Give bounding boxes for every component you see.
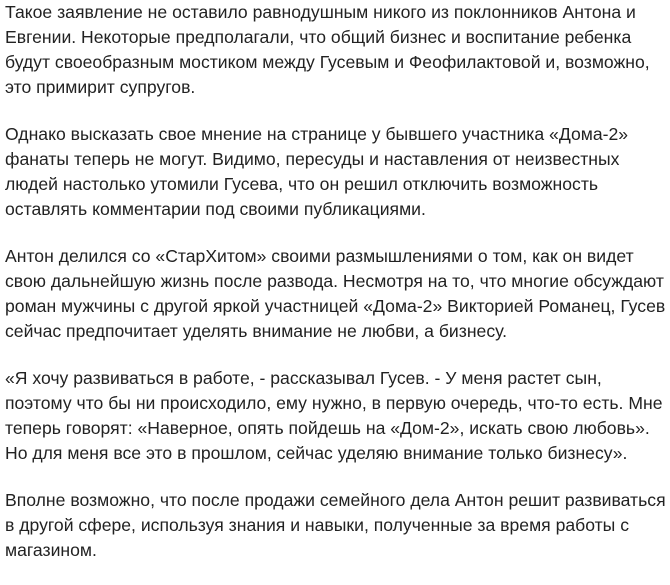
paragraph-1: Такое заявление не оставило равнодушным никого из поклонников Антона и Евгении. Некоторые предполагали, что общий бизнес и воспитание ребенка будут своеобразным мостиком между Гусевым и Феофилактовой и, возможно, это примирит супругов.	[5, 2, 650, 97]
paragraph-2: Однако высказать свое мнение на странице у бывшего участника «Дома-2» фанаты теперь не могут. Видимо, пересуды и наставления от неизвестных людей настолько утомили Гусева, что он решил отключить возможность оставлять комментарии под своими публикациями.	[5, 124, 629, 219]
paragraph-5: Вполне возможно, что после продажи семейного дела Антон решит развиваться в другой сфере, используя знания и навыки, полученные за время работы с магазином.	[5, 490, 666, 560]
paragraph-3: Антон делился со «СтарХитом» своими размышлениями о том, как он видет свою дальнейшую жизнь после развода. Несмотря на то, что многие обсуждают роман мужчины с другой яркой участницей «Дома-2» Викторией Романец, Гусев сейчас предпочитает уделять внимание не любви, а бизнесу.	[5, 246, 666, 341]
paragraph-4: «Я хочу развиваться в работе, - рассказывал Гусев. - У меня растет сын, поэтому что бы ни происходило, ему нужно, в первую очередь, что-то есть. Мне теперь говорят: «Наверное, опять пойдешь на «Дом-2», искать свою любовь». Но для меня все это в прошлом, сейчас уделяю внимание только бизнесу».	[5, 368, 663, 463]
